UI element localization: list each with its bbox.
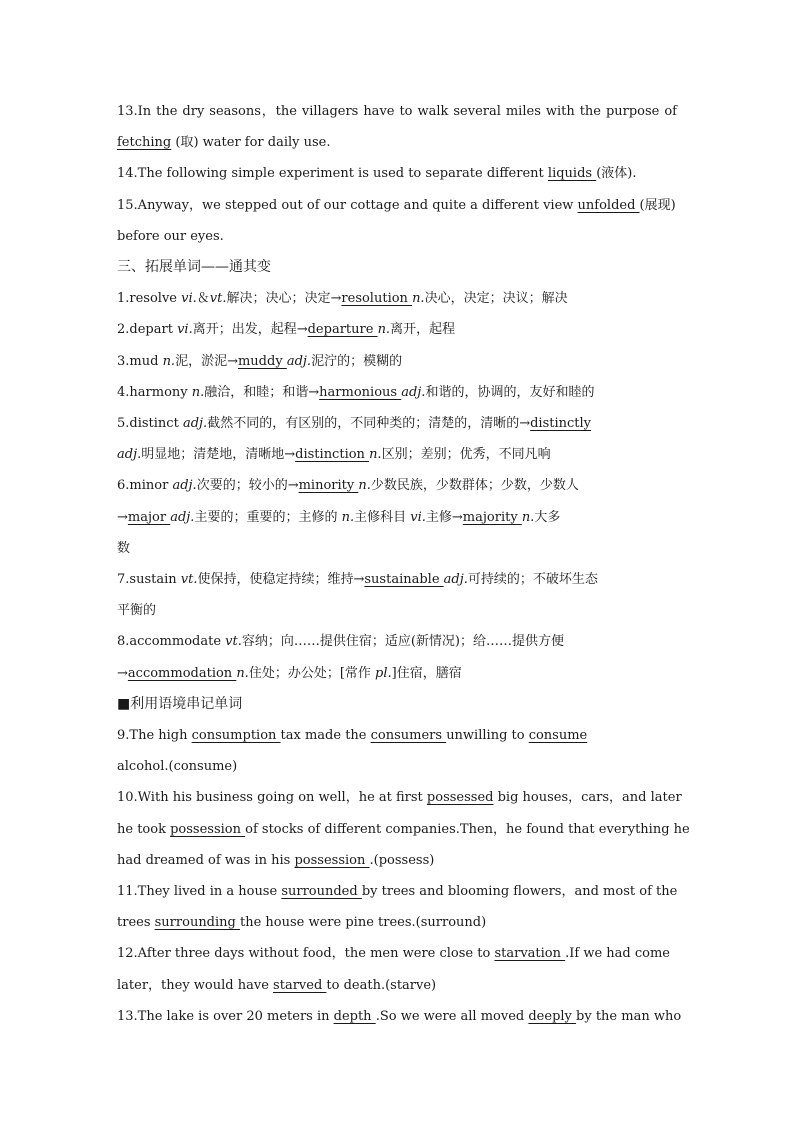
- sentence-11-line1: [117, 876, 677, 907]
- answer-surrounding: surrounding: [154, 915, 240, 930]
- pos-label: vi.: [177, 322, 193, 337]
- sentence-10-line3: [117, 845, 677, 876]
- sentence-text: big houses，cars，and later: [493, 790, 682, 805]
- pos-label: n.: [236, 666, 249, 681]
- pos-label: adj.: [286, 354, 312, 369]
- entry-text: 泥泞的；模糊的: [311, 354, 403, 369]
- sentence-text: (展现): [639, 198, 676, 213]
- entry-text: 住处；办公处；[常作: [248, 666, 376, 681]
- heading-text: 三、拓展单词——通其变: [117, 259, 271, 275]
- word-entry-minor-line3: [117, 533, 677, 564]
- word-entry-sustain-line1: [117, 564, 677, 595]
- pos-label: vt.: [180, 572, 198, 587]
- entry-text: 区别；差别；优秀，不同凡响: [381, 447, 551, 462]
- answer-accommodation: accommodation: [127, 666, 237, 681]
- sentence-text: by the man who: [576, 1009, 682, 1024]
- pos-label: n.: [521, 510, 535, 525]
- pos-label: n.: [377, 322, 391, 337]
- answer-distinction: distinction: [295, 447, 370, 462]
- answer-sustainable: sustainable: [364, 572, 444, 587]
- entry-text: 平衡的: [117, 603, 157, 618]
- entry-text: 融洽，和睦；和谐→: [204, 385, 320, 400]
- word-entry-depart: [117, 314, 677, 345]
- pos-label: adj.: [182, 416, 208, 431]
- entry-text: 可持续的；不破坏生态: [467, 572, 598, 587]
- word-entry-resolve: [117, 283, 677, 314]
- answer-fetching: fetching: [117, 135, 172, 150]
- pos-label: n.: [358, 478, 371, 493]
- answer-possession: possession: [170, 822, 246, 837]
- entry-text: 4.harmony: [117, 385, 192, 400]
- answer-harmonious: harmonious: [319, 385, 402, 400]
- entry-text: 7.sustain: [117, 572, 181, 587]
- entry-text: ]住宿，膳宿: [391, 666, 462, 681]
- pos-label: vt.: [225, 634, 242, 649]
- entry-text: 决心，决定；决议；解决: [424, 291, 568, 306]
- sentence-text: unwilling to: [446, 728, 529, 743]
- entry-text: 主修→: [425, 510, 463, 525]
- entry-text: 3.mud: [117, 354, 163, 369]
- entry-text: 容纳；向……提供住宿；适应(新情况)；给……提供方便: [241, 634, 565, 649]
- answer-liquids: liquids: [547, 166, 597, 181]
- answer-distinctly: distinctly: [530, 416, 592, 431]
- sentence-text: 11.They lived in a house: [117, 884, 282, 899]
- answer-minority: minority: [298, 478, 359, 493]
- pos-label: vi.: [410, 510, 426, 525]
- word-entry-minor-line2: [117, 502, 677, 533]
- answer-departure: departure: [307, 322, 378, 337]
- entry-text: 主要的；重要的；主修的: [194, 510, 342, 525]
- sentence-text: alcohol.(consume): [117, 759, 238, 774]
- pos-label: adj.: [401, 385, 426, 400]
- sentence-text: 13.The lake is over 20 meters in: [117, 1009, 334, 1024]
- sentence-text: later，they would have: [117, 978, 274, 993]
- sentence-15-line2: [117, 221, 677, 252]
- sentence-text: the house were pine trees.(surround): [240, 915, 487, 930]
- sentence-10-line2: [117, 814, 690, 845]
- sentence-text: had dreamed of was in his: [117, 853, 295, 868]
- sentence-text: 14.The following simple experiment is used to separate different: [117, 166, 548, 181]
- pos-label: n.: [341, 510, 355, 525]
- entry-text: 离开；出发，起程→: [192, 322, 308, 337]
- answer-muddy: muddy: [237, 354, 287, 369]
- pos-label: adj.: [117, 447, 142, 462]
- entry-text: 数: [117, 541, 131, 556]
- answer-surrounded: surrounded: [281, 884, 362, 899]
- sentence-text: 9.The high: [117, 728, 192, 743]
- subsection-heading: [117, 689, 677, 720]
- sentence-text: to death.(starve): [326, 978, 437, 993]
- answer-resolution: resolution: [341, 291, 413, 306]
- entry-text: 少数民族，少数群体；少数，少数人: [370, 478, 579, 493]
- entry-text: 8.accommodate: [117, 634, 226, 649]
- sentence-9-line1: [117, 720, 677, 751]
- sentence-12-line2: [117, 970, 677, 1001]
- word-entry-minor-line1: [117, 470, 677, 501]
- word-entry-distinct-line1: [117, 408, 677, 439]
- sentence-13-line2: [117, 127, 677, 158]
- answer-unfolded: unfolded: [577, 198, 640, 213]
- answer-consumers: consumers: [370, 728, 447, 743]
- sentence-text: (取) water for daily use.: [171, 135, 331, 150]
- entry-text: 1.resolve: [117, 291, 182, 306]
- entry-text: 泥，淤泥→: [175, 354, 238, 369]
- sentence-10-line1: [117, 782, 682, 813]
- answer-starved: starved: [273, 978, 327, 993]
- pos-label: adj.: [443, 572, 468, 587]
- entry-text: ＆: [196, 291, 210, 306]
- entry-text: 大多: [534, 510, 561, 525]
- entry-text: 解决；决心；决定→: [226, 291, 342, 306]
- word-entry-mud: [117, 346, 677, 377]
- sentence-text: he took: [117, 822, 171, 837]
- sentence-text: .So we were all moved: [375, 1009, 529, 1024]
- sentence-text: 13.In the dry seasons，the villagers have to walk several miles with the purpose of: [117, 104, 677, 119]
- sentence-text: (液体).: [596, 166, 637, 181]
- answer-major: major: [127, 510, 171, 525]
- pos-label: adj.: [172, 478, 197, 493]
- entry-text: 和谐的，协调的，友好和睦的: [425, 385, 595, 400]
- sentence-text: trees: [117, 915, 155, 930]
- entry-text: 6.minor: [117, 478, 173, 493]
- sentence-12-line1: [117, 938, 677, 969]
- pos-label: n.: [369, 447, 382, 462]
- answer-consume: consume: [528, 728, 588, 743]
- answer-possession: possession: [294, 853, 370, 868]
- entry-text: 离开，起程: [390, 322, 456, 337]
- pos-label: n.: [162, 354, 176, 369]
- answer-depth: depth: [333, 1009, 376, 1024]
- word-entry-distinct-line2: [117, 439, 677, 470]
- sentence-text: .(possess): [369, 853, 435, 868]
- sentence-9-line2: [117, 751, 677, 782]
- answer-possessed: possessed: [426, 790, 494, 805]
- answer-starvation: starvation: [494, 946, 566, 961]
- sentence-text: tax made the: [280, 728, 371, 743]
- pos-label: n.: [191, 385, 205, 400]
- entry-text: 次要的；较小的→: [196, 478, 299, 493]
- pos-label: n.: [412, 291, 425, 306]
- sentence-text: before our eyes.: [117, 229, 224, 244]
- word-entry-accommodate-line1: [117, 626, 677, 657]
- pos-label: adj.: [170, 510, 195, 525]
- section-heading: [117, 252, 677, 283]
- pos-label: vt.: [209, 291, 227, 306]
- sentence-13-line1: [117, 96, 677, 127]
- arrow-symbol: →: [117, 510, 128, 525]
- entry-text: 明显地；清楚地，清晰地→: [141, 447, 296, 462]
- entry-text: 5.distinct: [117, 416, 183, 431]
- entry-text: 截然不同的，有区别的，不同种类的；清楚的，清晰的→: [207, 416, 531, 431]
- sentence-text: by trees and blooming flowers，and most of the: [361, 884, 678, 899]
- sentence-15-line1: [117, 190, 677, 221]
- entry-text: 主修科目: [354, 510, 411, 525]
- pos-label: pl.: [375, 666, 392, 681]
- sentence-11-line2: [117, 907, 677, 938]
- sentence-text: 12.After three days without food，the men were close to: [117, 946, 495, 961]
- sentence-text: 10.With his business going on well，he at first: [117, 790, 427, 805]
- entry-text: 2.depart: [117, 322, 178, 337]
- sentence-text: 15.Anyway，we stepped out of our cottage and quite a different view: [117, 198, 578, 213]
- sentence-13b-line1: [117, 1001, 682, 1032]
- sentence-14: [117, 158, 677, 189]
- sentence-text: .If we had come: [565, 946, 670, 961]
- sentence-text: of stocks of different companies.Then，he found that everything he: [245, 822, 690, 837]
- answer-deeply: deeply: [528, 1009, 577, 1024]
- word-entry-sustain-line2: [117, 595, 677, 626]
- entry-text: 使保持，使稳定持续；维持→: [197, 572, 365, 587]
- arrow-symbol: →: [117, 666, 128, 681]
- answer-majority: majority: [462, 510, 522, 525]
- pos-label: vi.: [181, 291, 197, 306]
- word-entry-accommodate-line2: [117, 658, 677, 689]
- heading-text: ■利用语境串记单词: [117, 696, 243, 712]
- answer-consumption: consumption: [191, 728, 281, 743]
- word-entry-harmony: [117, 377, 677, 408]
